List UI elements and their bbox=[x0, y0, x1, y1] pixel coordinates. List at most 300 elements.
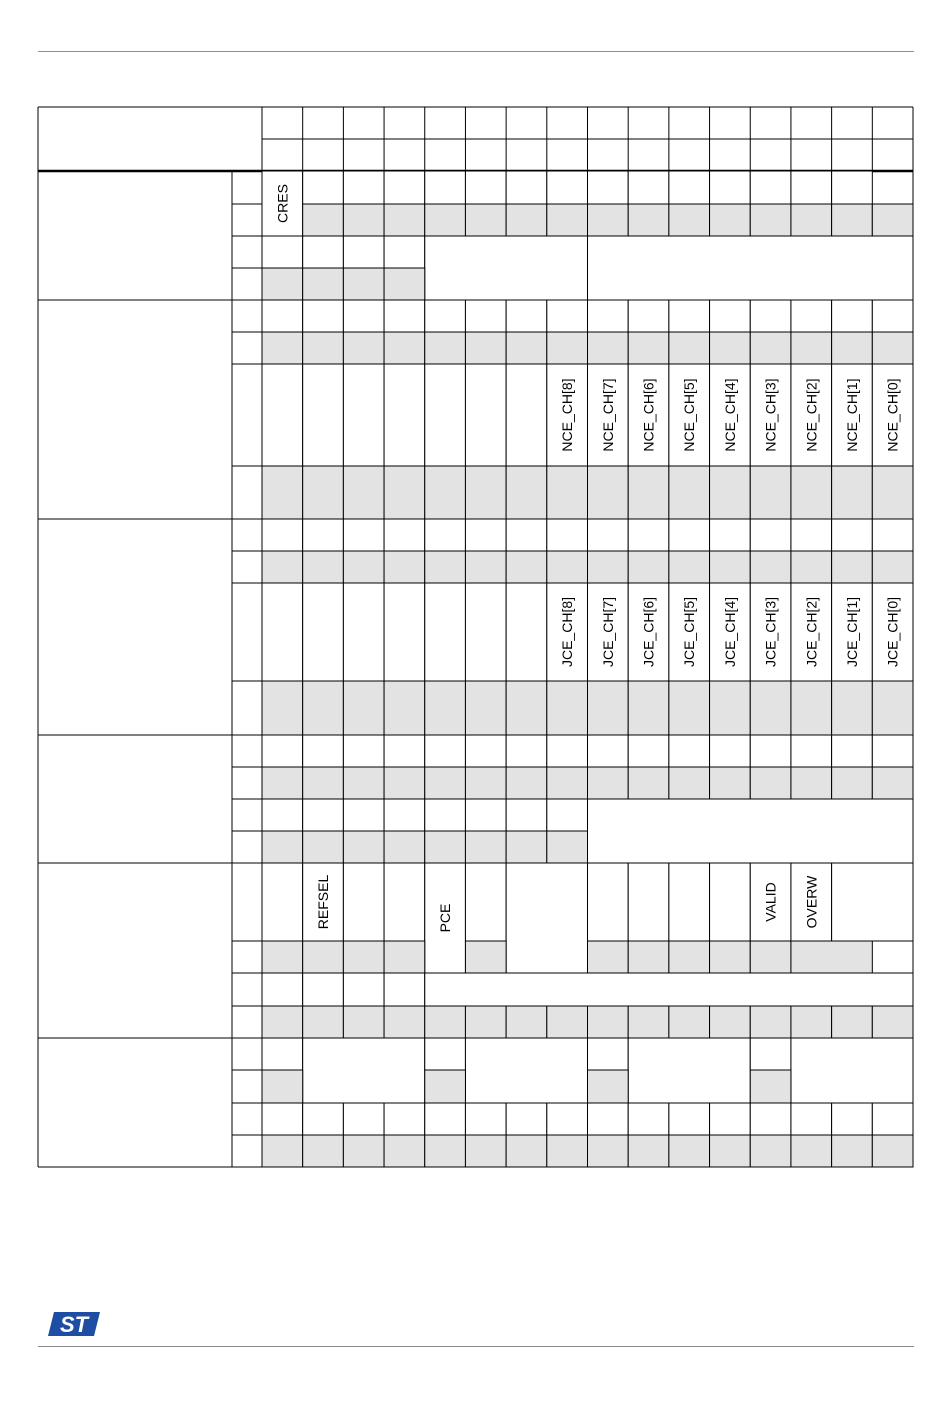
access-cell bbox=[343, 466, 384, 519]
access-cell bbox=[628, 551, 669, 583]
bit-cell bbox=[506, 1103, 547, 1135]
bit-field-label: NCE_CH[0] bbox=[884, 378, 901, 452]
access-cell bbox=[832, 1006, 873, 1038]
bit-cell bbox=[791, 519, 832, 551]
bit-field-label: CRES bbox=[274, 184, 291, 223]
access-cell bbox=[303, 551, 344, 583]
bit-cell bbox=[750, 735, 791, 767]
bit-cell bbox=[710, 1103, 751, 1135]
access-cell bbox=[832, 466, 873, 519]
access-cell bbox=[669, 551, 710, 583]
bit-cell bbox=[384, 799, 425, 831]
access-cell bbox=[710, 332, 751, 364]
access-cell bbox=[343, 767, 384, 799]
bit-cell bbox=[506, 735, 547, 767]
access-cell bbox=[465, 681, 506, 735]
access-cell bbox=[669, 1006, 710, 1038]
bit-cell bbox=[588, 799, 914, 863]
bit-cell bbox=[547, 735, 588, 767]
access-cell bbox=[506, 1006, 547, 1038]
bit-cell bbox=[262, 364, 303, 466]
bit-cell bbox=[303, 1103, 344, 1135]
access-cell bbox=[791, 204, 832, 236]
bit-cell bbox=[710, 300, 751, 332]
bit-cell bbox=[832, 300, 873, 332]
access-cell bbox=[547, 831, 588, 863]
bit-cell bbox=[384, 973, 425, 1006]
bit-cell bbox=[547, 171, 588, 204]
access-cell bbox=[425, 466, 466, 519]
bit-cell bbox=[832, 171, 873, 204]
access-cell bbox=[303, 204, 344, 236]
access-cell bbox=[262, 941, 303, 973]
access-cell bbox=[303, 268, 344, 300]
bit-cell bbox=[669, 863, 710, 941]
access-cell bbox=[669, 204, 710, 236]
access-cell bbox=[384, 941, 425, 973]
bit-cell bbox=[506, 863, 587, 973]
bit-field-label: JCE_CH[8] bbox=[559, 596, 576, 668]
bit-cell bbox=[791, 1103, 832, 1135]
bit-cell bbox=[791, 735, 832, 767]
bit-cell bbox=[832, 1103, 873, 1135]
access-cell bbox=[872, 204, 913, 236]
bit-field-label: JCE_CH[3] bbox=[762, 596, 779, 668]
bit-cell bbox=[425, 735, 466, 767]
access-cell bbox=[872, 551, 913, 583]
access-cell bbox=[710, 681, 751, 735]
bit-cell bbox=[425, 364, 466, 466]
access-cell bbox=[303, 1135, 344, 1167]
bit-cell bbox=[384, 1103, 425, 1135]
access-cell bbox=[425, 204, 466, 236]
bit-cell bbox=[384, 583, 425, 681]
bit-cell bbox=[506, 519, 547, 551]
bit-cell bbox=[628, 863, 669, 941]
bit-cell bbox=[872, 735, 913, 767]
access-cell bbox=[628, 767, 669, 799]
bit-cell bbox=[425, 171, 466, 204]
bit-cell bbox=[425, 1038, 466, 1070]
bit-cell bbox=[384, 171, 425, 204]
access-cell bbox=[832, 551, 873, 583]
access-cell bbox=[343, 551, 384, 583]
bit-cell bbox=[832, 863, 913, 941]
access-cell bbox=[547, 767, 588, 799]
access-cell bbox=[384, 268, 425, 300]
bit-field-label: VALID bbox=[762, 882, 779, 922]
access-cell bbox=[750, 332, 791, 364]
access-cell bbox=[791, 767, 832, 799]
access-cell bbox=[465, 466, 506, 519]
bit-cell bbox=[628, 171, 669, 204]
bit-cell bbox=[506, 364, 547, 466]
access-cell bbox=[750, 1135, 791, 1167]
access-cell bbox=[547, 332, 588, 364]
access-cell bbox=[465, 831, 506, 863]
access-cell bbox=[750, 1070, 791, 1103]
bit-cell bbox=[547, 300, 588, 332]
bit-cell bbox=[425, 300, 466, 332]
bit-cell bbox=[547, 799, 588, 831]
bit-cell bbox=[791, 300, 832, 332]
access-cell bbox=[588, 551, 629, 583]
access-cell bbox=[832, 332, 873, 364]
bit-cell bbox=[262, 735, 303, 767]
access-cell bbox=[791, 941, 872, 973]
access-cell bbox=[588, 332, 629, 364]
access-cell bbox=[791, 551, 832, 583]
bit-cell bbox=[262, 583, 303, 681]
access-cell bbox=[588, 204, 629, 236]
access-cell bbox=[262, 1070, 303, 1103]
access-cell bbox=[303, 466, 344, 519]
access-cell bbox=[588, 941, 629, 973]
access-cell bbox=[547, 551, 588, 583]
access-cell bbox=[872, 466, 913, 519]
bit-cell bbox=[384, 735, 425, 767]
bit-field-label: REFSEL bbox=[315, 874, 332, 930]
access-cell bbox=[710, 466, 751, 519]
access-cell bbox=[425, 551, 466, 583]
access-cell bbox=[262, 1006, 303, 1038]
access-cell bbox=[262, 767, 303, 799]
bit-cell bbox=[343, 735, 384, 767]
bit-cell bbox=[425, 1103, 466, 1135]
access-cell bbox=[669, 941, 710, 973]
bit-cell bbox=[669, 735, 710, 767]
access-cell bbox=[791, 1135, 832, 1167]
bit-cell bbox=[628, 735, 669, 767]
access-cell bbox=[425, 332, 466, 364]
access-cell bbox=[547, 204, 588, 236]
bit-cell bbox=[465, 863, 506, 941]
access-cell bbox=[506, 551, 547, 583]
access-cell bbox=[588, 1070, 629, 1103]
bit-cell bbox=[588, 171, 629, 204]
access-cell bbox=[669, 1135, 710, 1167]
access-cell bbox=[832, 767, 873, 799]
bit-field-label: PCE bbox=[437, 903, 454, 933]
access-cell bbox=[262, 466, 303, 519]
access-cell bbox=[588, 1135, 629, 1167]
access-cell bbox=[343, 681, 384, 735]
access-cell bbox=[872, 767, 913, 799]
bit-cell bbox=[750, 1103, 791, 1135]
bit-cell bbox=[303, 519, 344, 551]
bit-cell bbox=[425, 973, 913, 1006]
access-cell bbox=[588, 767, 629, 799]
access-cell bbox=[262, 681, 303, 735]
access-cell bbox=[506, 332, 547, 364]
bit-cell bbox=[303, 236, 344, 268]
access-cell bbox=[303, 831, 344, 863]
access-cell bbox=[303, 332, 344, 364]
bit-cell bbox=[343, 300, 384, 332]
bit-cell bbox=[343, 171, 384, 204]
access-cell bbox=[425, 831, 466, 863]
bit-cell bbox=[669, 519, 710, 551]
access-cell bbox=[303, 767, 344, 799]
access-cell bbox=[628, 1135, 669, 1167]
access-cell bbox=[628, 681, 669, 735]
access-cell bbox=[628, 466, 669, 519]
bit-cell bbox=[710, 171, 751, 204]
bit-cell bbox=[465, 799, 506, 831]
bit-cell bbox=[303, 799, 344, 831]
bit-field-label: JCE_CH[0] bbox=[884, 596, 901, 668]
bit-cell bbox=[303, 973, 344, 1006]
bit-field-label: JCE_CH[5] bbox=[681, 596, 698, 668]
access-cell bbox=[262, 332, 303, 364]
bit-cell bbox=[588, 1038, 629, 1070]
access-cell bbox=[384, 831, 425, 863]
bit-cell bbox=[343, 583, 384, 681]
bit-cell bbox=[465, 300, 506, 332]
bit-cell bbox=[750, 1038, 791, 1070]
access-cell bbox=[628, 332, 669, 364]
bit-cell bbox=[303, 171, 344, 204]
bit-cell bbox=[465, 583, 506, 681]
access-cell bbox=[588, 681, 629, 735]
bit-field-label: JCE_CH[6] bbox=[640, 596, 657, 668]
access-cell bbox=[791, 1006, 832, 1038]
access-cell bbox=[872, 332, 913, 364]
access-cell bbox=[384, 1006, 425, 1038]
access-cell bbox=[547, 1006, 588, 1038]
bit-cell bbox=[710, 863, 751, 941]
bit-cell bbox=[628, 519, 669, 551]
access-cell bbox=[506, 466, 547, 519]
bit-cell bbox=[628, 300, 669, 332]
access-cell bbox=[710, 767, 751, 799]
access-cell bbox=[384, 767, 425, 799]
access-cell bbox=[465, 332, 506, 364]
access-cell bbox=[465, 1006, 506, 1038]
bit-cell bbox=[343, 973, 384, 1006]
access-cell bbox=[750, 1006, 791, 1038]
bit-cell bbox=[262, 236, 303, 268]
bit-cell bbox=[343, 236, 384, 268]
access-cell bbox=[465, 1135, 506, 1167]
access-cell bbox=[872, 1006, 913, 1038]
bit-field-label: JCE_CH[2] bbox=[803, 596, 820, 668]
bit-cell bbox=[669, 300, 710, 332]
bit-cell bbox=[669, 171, 710, 204]
bit-field-label: NCE_CH[3] bbox=[762, 378, 779, 452]
bit-cell bbox=[465, 364, 506, 466]
access-cell bbox=[628, 941, 669, 973]
bit-cell bbox=[465, 735, 506, 767]
bit-field-label: NCE_CH[2] bbox=[803, 378, 820, 452]
access-cell bbox=[343, 941, 384, 973]
access-cell bbox=[750, 681, 791, 735]
access-cell bbox=[384, 551, 425, 583]
bit-cell bbox=[872, 519, 913, 551]
access-cell bbox=[832, 204, 873, 236]
bit-cell bbox=[750, 519, 791, 551]
bit-cell bbox=[262, 300, 303, 332]
bit-cell bbox=[384, 519, 425, 551]
access-cell bbox=[343, 831, 384, 863]
bit-cell bbox=[262, 1103, 303, 1135]
bit-cell bbox=[750, 300, 791, 332]
bit-cell bbox=[303, 364, 344, 466]
access-cell bbox=[791, 681, 832, 735]
bit-cell bbox=[343, 519, 384, 551]
bit-cell bbox=[262, 973, 303, 1006]
access-cell bbox=[750, 466, 791, 519]
access-cell bbox=[343, 1135, 384, 1167]
bit-cell bbox=[750, 171, 791, 204]
access-cell bbox=[262, 831, 303, 863]
access-cell bbox=[343, 1006, 384, 1038]
bit-cell bbox=[465, 1103, 506, 1135]
bit-cell bbox=[506, 583, 547, 681]
access-cell bbox=[750, 204, 791, 236]
bit-cell bbox=[506, 799, 547, 831]
bit-cell bbox=[832, 735, 873, 767]
access-cell bbox=[710, 551, 751, 583]
access-cell bbox=[710, 1135, 751, 1167]
bit-cell bbox=[262, 519, 303, 551]
bit-field-label: NCE_CH[1] bbox=[843, 378, 860, 452]
access-cell bbox=[506, 1135, 547, 1167]
bit-cell bbox=[262, 863, 303, 941]
bit-cell bbox=[628, 1038, 750, 1103]
access-cell bbox=[262, 551, 303, 583]
bit-cell bbox=[303, 1038, 425, 1103]
bit-cell bbox=[872, 300, 913, 332]
access-cell bbox=[791, 466, 832, 519]
access-cell bbox=[303, 681, 344, 735]
bit-cell bbox=[547, 519, 588, 551]
access-cell bbox=[669, 466, 710, 519]
st-logo bbox=[44, 1308, 102, 1340]
access-cell bbox=[750, 941, 791, 973]
bit-cell bbox=[872, 1103, 913, 1135]
access-cell bbox=[750, 551, 791, 583]
bit-cell bbox=[832, 519, 873, 551]
st-logo-text: ST bbox=[59, 1312, 89, 1337]
bit-cell bbox=[425, 519, 466, 551]
bit-cell bbox=[791, 171, 832, 204]
access-cell bbox=[425, 1135, 466, 1167]
bit-cell bbox=[384, 863, 425, 941]
bit-cell bbox=[343, 364, 384, 466]
bit-cell bbox=[303, 583, 344, 681]
access-cell bbox=[669, 767, 710, 799]
access-cell bbox=[343, 332, 384, 364]
access-cell bbox=[547, 466, 588, 519]
access-cell bbox=[425, 1070, 466, 1103]
bit-field-label: JCE_CH[1] bbox=[843, 596, 860, 668]
access-cell bbox=[872, 1135, 913, 1167]
access-cell bbox=[547, 681, 588, 735]
access-cell bbox=[506, 204, 547, 236]
bit-cell bbox=[588, 735, 629, 767]
access-cell bbox=[669, 332, 710, 364]
access-cell bbox=[832, 681, 873, 735]
bit-cell bbox=[465, 1038, 587, 1103]
bit-field-label: NCE_CH[4] bbox=[721, 378, 738, 452]
bit-field-label: NCE_CH[6] bbox=[640, 378, 657, 452]
bit-cell bbox=[425, 236, 588, 300]
access-cell bbox=[465, 767, 506, 799]
access-cell bbox=[710, 204, 751, 236]
access-cell bbox=[506, 681, 547, 735]
bit-cell bbox=[425, 799, 466, 831]
access-cell bbox=[832, 1135, 873, 1167]
access-cell bbox=[669, 681, 710, 735]
access-cell bbox=[710, 1006, 751, 1038]
access-cell bbox=[791, 332, 832, 364]
access-cell bbox=[343, 204, 384, 236]
access-cell bbox=[547, 1135, 588, 1167]
access-cell bbox=[425, 767, 466, 799]
access-cell bbox=[303, 1006, 344, 1038]
access-cell bbox=[384, 681, 425, 735]
bit-cell bbox=[547, 1103, 588, 1135]
bit-cell bbox=[425, 583, 466, 681]
access-cell bbox=[588, 1006, 629, 1038]
access-cell bbox=[425, 1006, 466, 1038]
access-cell bbox=[384, 332, 425, 364]
bit-field-label: JCE_CH[4] bbox=[721, 596, 738, 668]
access-cell bbox=[465, 941, 506, 973]
bit-cell bbox=[465, 519, 506, 551]
bit-field-label: NCE_CH[5] bbox=[681, 378, 698, 452]
access-cell bbox=[465, 551, 506, 583]
bit-cell bbox=[628, 1103, 669, 1135]
access-cell bbox=[425, 681, 466, 735]
bit-cell bbox=[588, 863, 629, 941]
bit-cell bbox=[343, 1103, 384, 1135]
bit-cell bbox=[262, 799, 303, 831]
bit-cell bbox=[669, 1103, 710, 1135]
bit-cell bbox=[506, 171, 547, 204]
bit-cell bbox=[343, 863, 384, 941]
access-cell bbox=[384, 204, 425, 236]
bit-cell bbox=[384, 364, 425, 466]
bit-cell bbox=[791, 1038, 913, 1103]
access-cell bbox=[506, 767, 547, 799]
access-cell bbox=[628, 1006, 669, 1038]
bit-cell bbox=[588, 300, 629, 332]
access-cell bbox=[343, 268, 384, 300]
access-cell bbox=[872, 681, 913, 735]
bit-field-label: JCE_CH[7] bbox=[599, 596, 616, 668]
bit-cell bbox=[710, 519, 751, 551]
access-cell bbox=[303, 941, 344, 973]
access-cell bbox=[750, 767, 791, 799]
bit-cell bbox=[343, 799, 384, 831]
access-cell bbox=[710, 941, 751, 973]
bit-cell bbox=[710, 735, 751, 767]
bit-field-label: NCE_CH[8] bbox=[559, 378, 576, 452]
bit-cell bbox=[465, 171, 506, 204]
bit-cell bbox=[303, 735, 344, 767]
bit-cell bbox=[384, 300, 425, 332]
access-cell bbox=[262, 268, 303, 300]
access-cell bbox=[506, 831, 547, 863]
bottom-rule bbox=[38, 1346, 914, 1347]
bit-cell bbox=[303, 300, 344, 332]
bit-cell bbox=[588, 519, 629, 551]
bit-cell bbox=[588, 236, 914, 300]
bit-cell bbox=[506, 300, 547, 332]
bit-field-label: OVERW bbox=[803, 875, 820, 929]
